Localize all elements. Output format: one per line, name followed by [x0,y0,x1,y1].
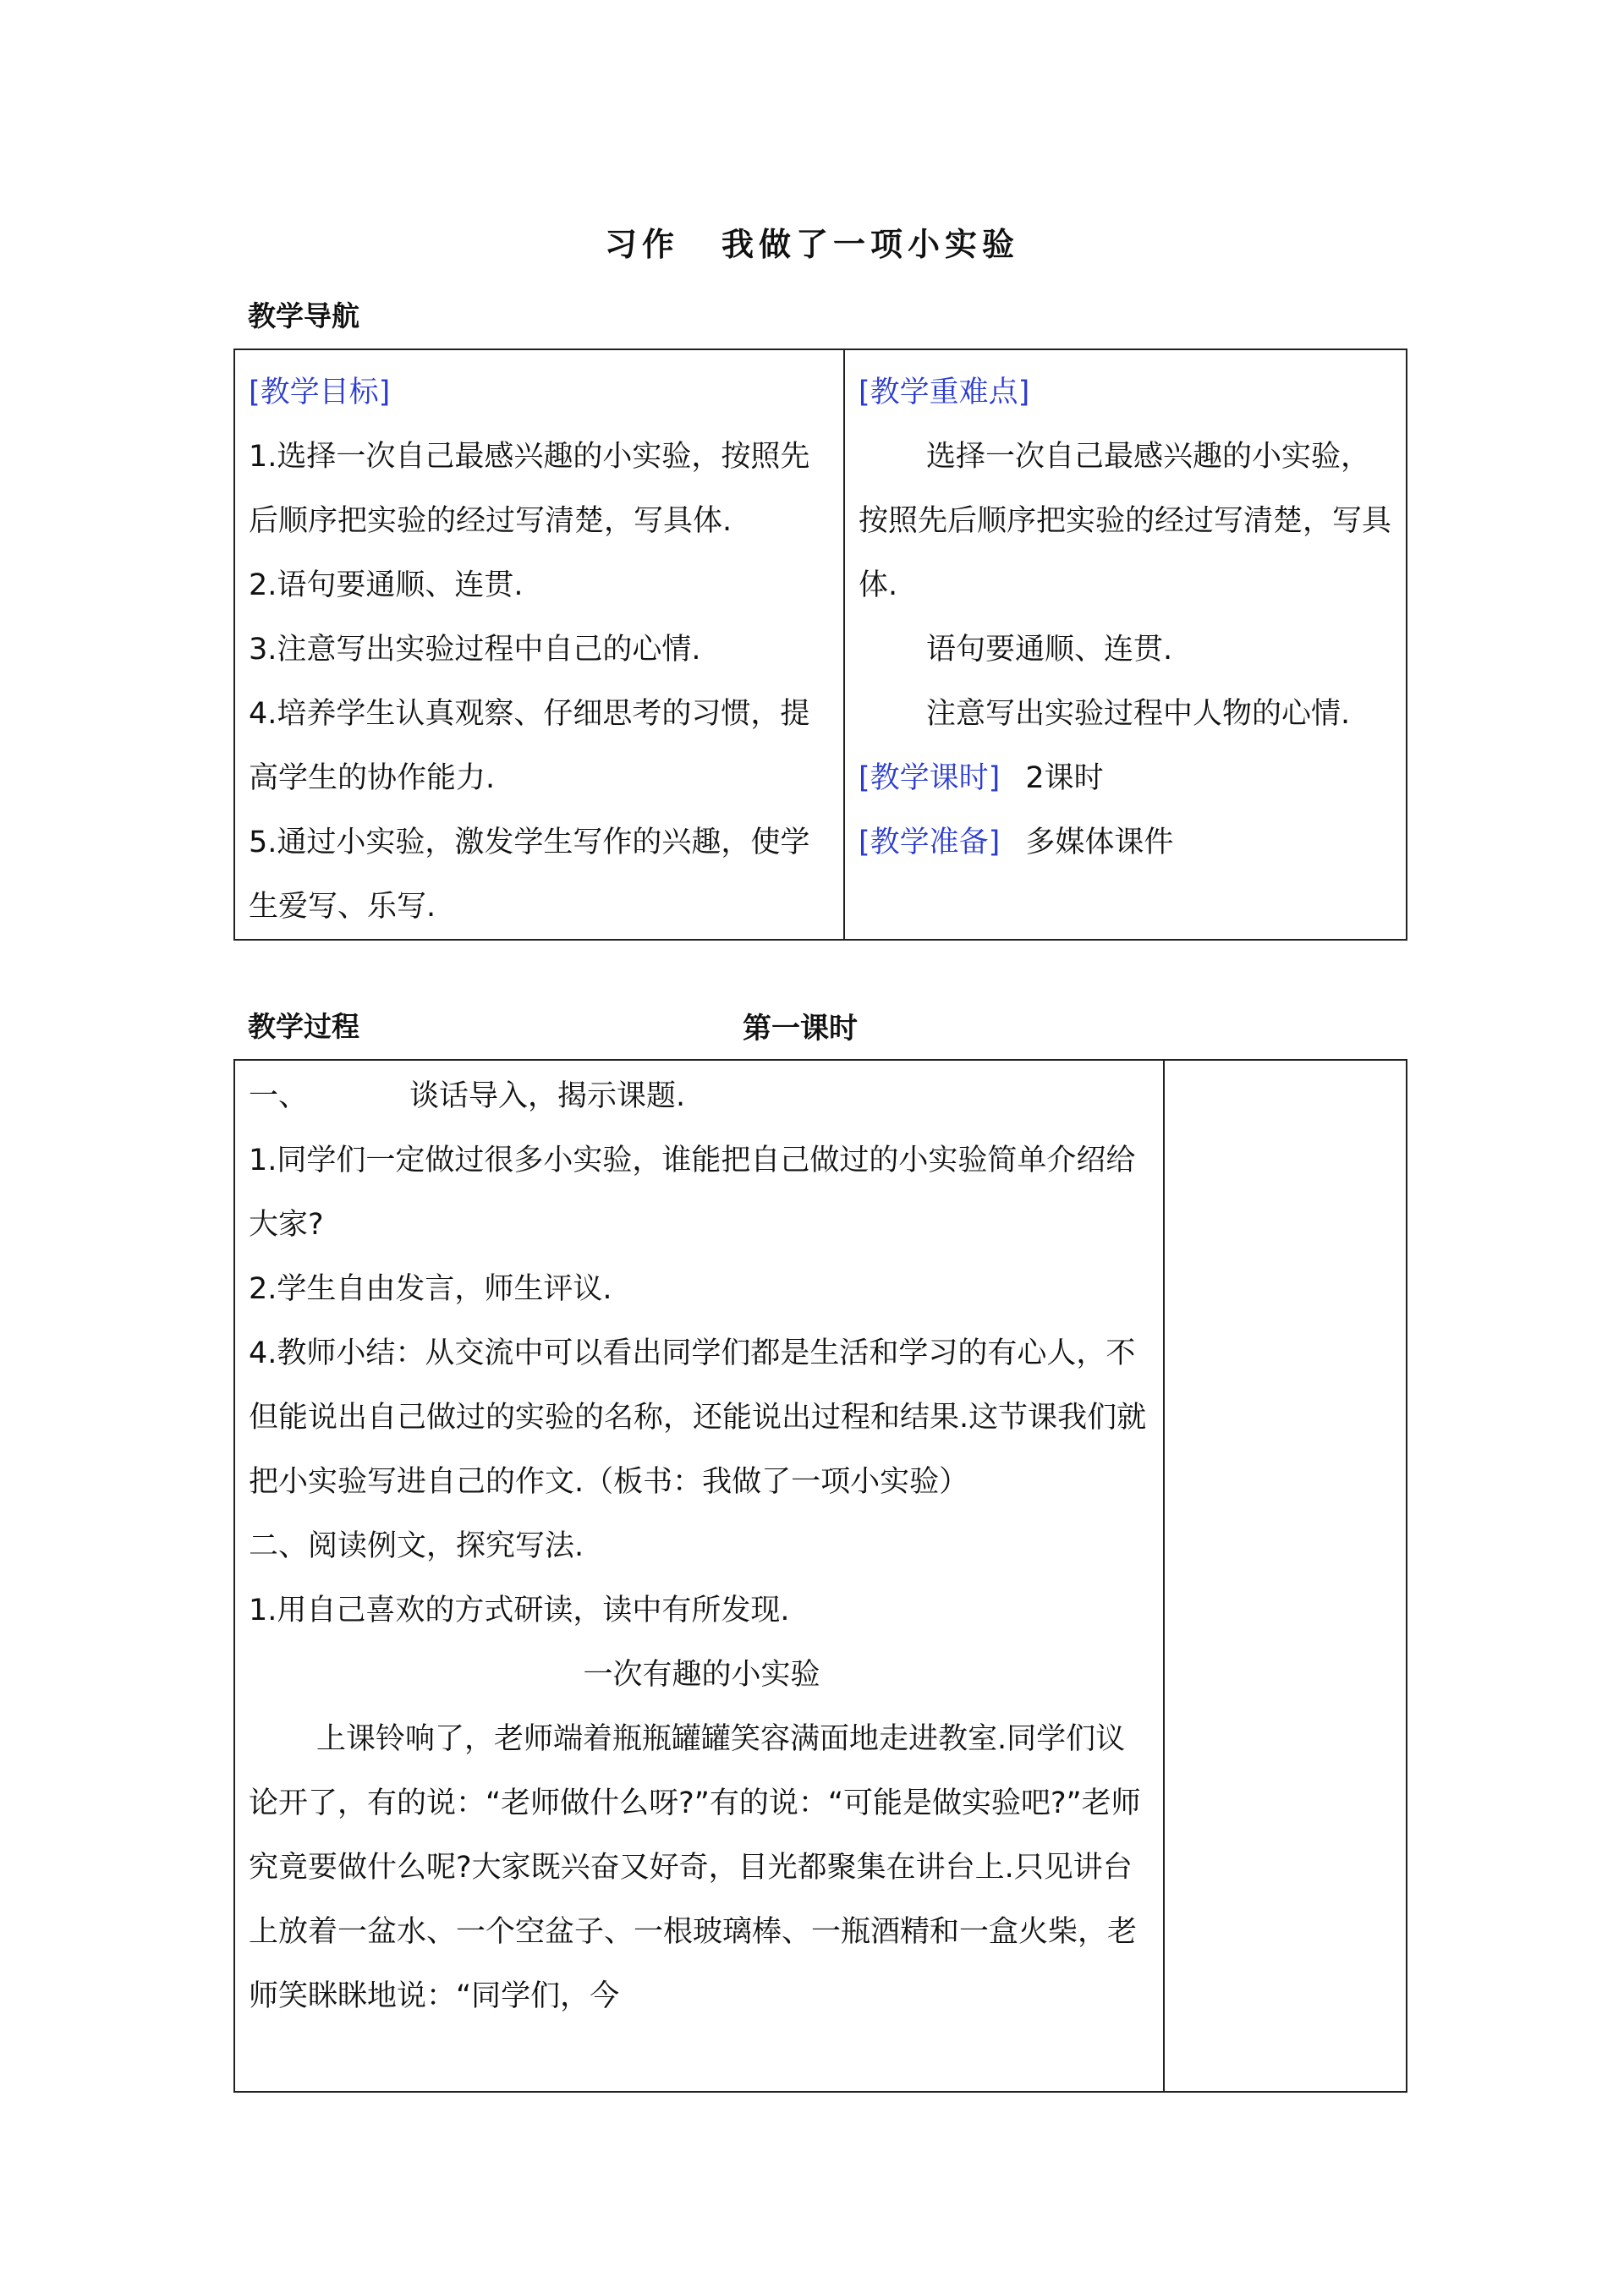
nav-section-label: 教学导航 [248,299,359,332]
step-one [249,1064,1155,1128]
objective-item: 2.语句要通顺、连贯. [249,568,524,602]
preparation-value: 多媒体课件 [1025,826,1174,859]
key-point-paragraph: 选择一次自己最感兴趣的小实验，按照先后顺序把实验的经过写清楚，写具体. [859,440,1392,602]
nav-table [233,348,1407,941]
key-point-paragraph: 语句要通顺、连贯. [926,633,1173,667]
process-paragraph: 4.教师小结：从交流中可以看出同学们都是生活和学习的有心人，不但能说出自己做过的实验的名称，还能说出过程和结果.这节课我们就把小实验写进自己的作文.（板书：我做了一项小实验） [249,1336,1147,1499]
process-section-label: 教学过程 [248,1010,359,1043]
title-part1: 习作 [604,225,679,263]
class-period-row [859,746,1397,810]
class-period-label: [教学课时] [859,761,1001,795]
objective-item: 5.通过小实验，激发学生写作的兴趣，使学生爱写、乐写. [249,826,810,924]
objective-item: 3.注意写出实验过程中自己的心情. [249,633,701,667]
objective-item: 4.培养学生认真观察、仔细思考的习惯，提高学生的协作能力. [249,697,810,795]
key-points-cell [844,349,1407,940]
essay-text: 上课铃响了，老师端着瓶瓶罐罐笑容满面地走进教室.同学们议论开了，有的说：“老师做什么呀?”有的说：“可能是做实验吧?”老师究竟要做什么呢?大家既兴奋又好奇，目光都聚集在讲台上.只见讲台上放着一盆水、一个空盆子、一根玻璃棒、一瓶酒精和一盒火柴，老师笑眯眯地说：“同学们，今 [249,1722,1141,2013]
process-paragraph: 1.同学们一定做过很多小实验，谁能把自己做过的小实验简单介绍给大家? [249,1144,1136,1242]
process-paragraph: 2.学生自由发言，师生评议. [249,1272,612,1306]
lesson-label: 第一课时 [743,1012,858,1045]
preparation-label: [教学准备] [859,826,1001,859]
step-two: 二、阅读例文，探究写法. [249,1529,584,1563]
objectives-heading: [教学目标] [249,376,391,409]
objectives-cell [234,349,844,940]
step-one-text: 谈话导入，揭示课题. [409,1079,686,1113]
title-part2: 我做了一项小实验 [721,225,1020,263]
notes-cell [1164,1060,1407,2092]
process-table [233,1059,1407,2093]
objective-item: 1.选择一次自己最感兴趣的小实验，按照先后顺序把实验的经过写清楚，写具体. [249,440,810,538]
preparation-row [859,810,1397,875]
key-point-paragraph: 注意写出实验过程中人物的心情. [926,697,1351,731]
class-period-value: 2课时 [1025,761,1104,795]
document-title [0,218,1624,265]
essay-title: 一次有趣的小实验 [583,1658,820,1692]
key-points-heading: [教学重难点] [859,376,1030,409]
step-one-number: 一、 [249,1079,309,1113]
process-content-cell [234,1060,1164,2092]
process-paragraph: 1.用自己喜欢的方式研读，读中有所发现. [249,1594,790,1627]
